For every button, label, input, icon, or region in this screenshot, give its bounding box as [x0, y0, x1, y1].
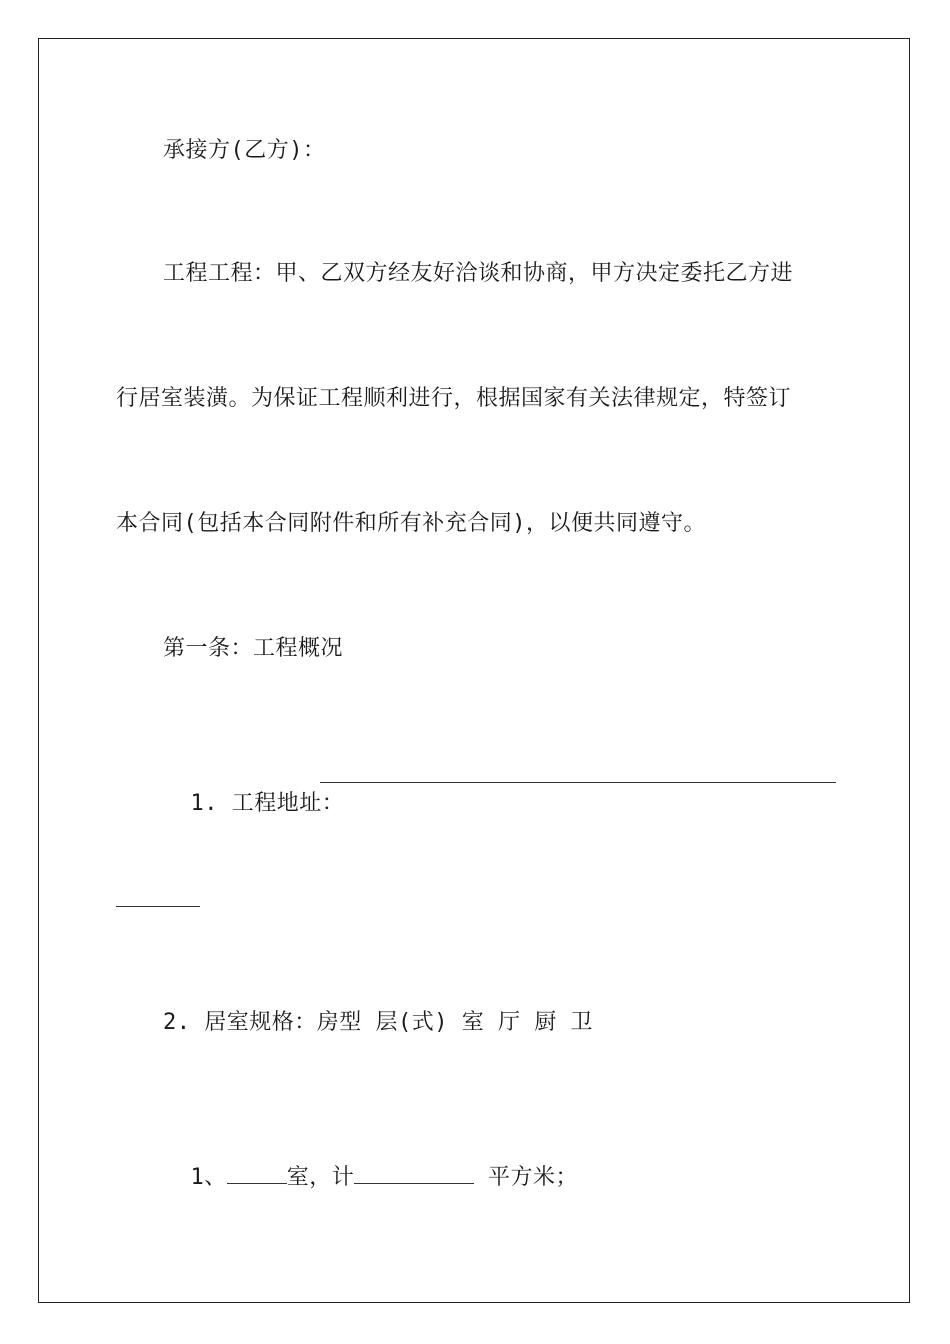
project-address-label: 1. 工程地址： [190, 791, 345, 816]
room-count-blank [227, 1163, 287, 1184]
room-area-item [163, 1133, 578, 1193]
room-area-prefix: 1、 [190, 1165, 227, 1190]
room-specification-item: 2. 居室规格：房型 层(式) 室 厅 厨 卫 [163, 1010, 593, 1035]
article-1-heading: 第一条：工程概况 [163, 636, 344, 661]
project-address-blank-continued [116, 906, 200, 907]
project-address-item [163, 759, 344, 819]
project-address-blank [320, 782, 836, 783]
contractor-party-line: 承接方(乙方)： [163, 138, 326, 163]
room-area-room-label: 室，计 [286, 1165, 355, 1190]
project-paragraph-line-2: 行居室装潢。为保证工程顺利进行，根据国家有关法律规定，特签订 [116, 386, 792, 411]
project-paragraph-line-3: 本合同(包括本合同附件和所有补充合同)，以便共同遵守。 [116, 511, 706, 536]
page-border [38, 38, 910, 1303]
project-paragraph-line-1: 工程工程：甲、乙双方经友好洽谈和协商，甲方决定委托乙方进 [163, 261, 794, 286]
room-area-size-blank [354, 1163, 474, 1184]
room-area-suffix: 平方米； [474, 1165, 579, 1190]
